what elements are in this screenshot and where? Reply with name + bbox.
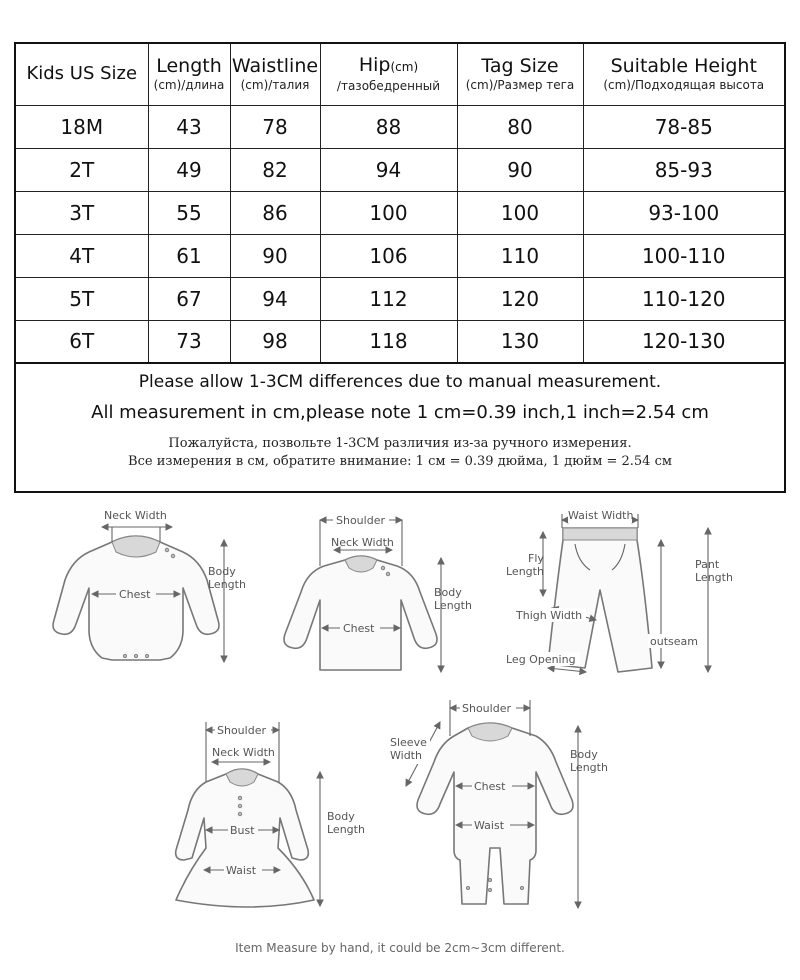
tag-size-cell: 80 [457, 105, 583, 148]
top-shoulder-label: Shoulder [336, 514, 385, 527]
bodysuit-chest-label: Chest [119, 588, 151, 601]
dress-bust-label: Bust [230, 824, 255, 837]
tag-size-cell: 130 [457, 320, 583, 363]
length-cell: 55 [148, 191, 230, 234]
table-row [15, 234, 785, 277]
top-chest-label: Chest [343, 622, 375, 635]
header-cell: Waistline (cm)/талия [230, 43, 320, 105]
length-cell: 49 [148, 148, 230, 191]
table-row [15, 320, 785, 363]
length-cell: 73 [148, 320, 230, 363]
size-cell: 2T [15, 148, 148, 191]
top-diagram [284, 513, 472, 672]
tag-size-cell: 120 [457, 277, 583, 320]
dress-body-length-label-2: Length [327, 823, 365, 836]
note-unit-conversion: All measurement in cm,please note 1 cm=0.39 inch,1 inch=2.54 cm [91, 402, 709, 423]
header-cell: Kids US Size [15, 43, 148, 105]
tag-size-cell: 90 [457, 148, 583, 191]
romper-body-length-label-2: Length [570, 761, 608, 774]
header-cell: Hip(cm) /тазобедренный [320, 43, 457, 105]
waistline-cell: 82 [230, 148, 320, 191]
waistline-cell: 98 [230, 320, 320, 363]
bodysuit-body-length-label: Body [208, 565, 236, 578]
pants-thigh-width-label: Thigh Width [516, 609, 583, 622]
waistline-cell: 78 [230, 105, 320, 148]
note-unit-conversion-ru: Все измерения в см, обратите внимание: 1 см = 0.39 дюйма, 1 дюйм = 2.54 см [128, 454, 672, 469]
bodysuit-neck-width-label: Neck Width [104, 509, 167, 522]
length-cell: 43 [148, 105, 230, 148]
height-cell: 78-85 [583, 105, 785, 148]
romper-chest-label: Chest [474, 780, 506, 793]
waistline-cell: 94 [230, 277, 320, 320]
height-cell: 93-100 [583, 191, 785, 234]
length-cell: 67 [148, 277, 230, 320]
tag-size-cell: 110 [457, 234, 583, 277]
top-body-length-label-2: Length [434, 599, 472, 612]
height-cell: 120-130 [583, 320, 785, 363]
measurement-notes [14, 361, 786, 493]
romper-diagram [388, 700, 608, 908]
hip-cell: 88 [320, 105, 457, 148]
romper-body-length-label: Body [570, 748, 598, 761]
size-cell: 18M [15, 105, 148, 148]
pants-diagram [504, 509, 733, 672]
measurement-diagrams [0, 500, 800, 945]
size-cell: 4T [15, 234, 148, 277]
dress-shoulder-label: Shoulder [217, 724, 266, 737]
romper-shoulder-label: Shoulder [462, 702, 511, 715]
table-row [15, 277, 785, 320]
header-cell: Length (cm)/длина [148, 43, 230, 105]
tag-size-cell: 100 [457, 191, 583, 234]
waistline-cell: 90 [230, 234, 320, 277]
height-cell: 85-93 [583, 148, 785, 191]
measure-disclaimer: Item Measure by hand, it could be 2cm~3cm different. [235, 941, 565, 955]
top-body-length-label: Body [434, 586, 462, 599]
header-cell: Tag Size (cm)/Размер тега [457, 43, 583, 105]
dress-diagram [176, 722, 365, 907]
pants-fly-length-label: Fly [528, 552, 544, 565]
height-cell: 110-120 [583, 277, 785, 320]
dress-neck-width-label: Neck Width [212, 746, 275, 759]
note-manual-measurement: Please allow 1-3CM differences due to manual measurement. [138, 372, 662, 392]
bodysuit-diagram [53, 509, 246, 662]
dress-waist-label: Waist [226, 864, 257, 877]
hip-cell: 118 [320, 320, 457, 363]
dress-body-length-label: Body [327, 810, 355, 823]
hip-cell: 100 [320, 191, 457, 234]
bodysuit-body-length-label-2: Length [208, 578, 246, 591]
pants-fly-length-label-2: Length [506, 565, 544, 578]
pants-outseam-label: outseam [650, 635, 698, 648]
pants-pant-length-label: Pant [695, 558, 720, 571]
table-header-row [15, 43, 785, 105]
header-cell: Suitable Height (cm)/Подходящая высота [583, 43, 785, 105]
waistline-cell: 86 [230, 191, 320, 234]
hip-cell: 112 [320, 277, 457, 320]
pants-pant-length-label-2: Length [695, 571, 733, 584]
romper-sleeve-width-label-2: Width [390, 749, 422, 762]
note-manual-measurement-ru: Пожалуйста, позвольте 1-3CM различия из-за ручного измерения. [168, 436, 632, 451]
length-cell: 61 [148, 234, 230, 277]
size-cell: 6T [15, 320, 148, 363]
table-row [15, 191, 785, 234]
romper-waist-label: Waist [474, 819, 505, 832]
height-cell: 100-110 [583, 234, 785, 277]
table-row [15, 148, 785, 191]
size-chart-table [14, 42, 786, 364]
top-neck-width-label: Neck Width [331, 536, 394, 549]
romper-sleeve-width-label: Sleeve [390, 736, 427, 749]
size-cell: 5T [15, 277, 148, 320]
table-row [15, 105, 785, 148]
pants-leg-opening-label: Leg Opening [506, 653, 576, 666]
pants-waist-width-label: Waist Width [568, 509, 634, 522]
hip-cell: 94 [320, 148, 457, 191]
size-cell: 3T [15, 191, 148, 234]
hip-cell: 106 [320, 234, 457, 277]
